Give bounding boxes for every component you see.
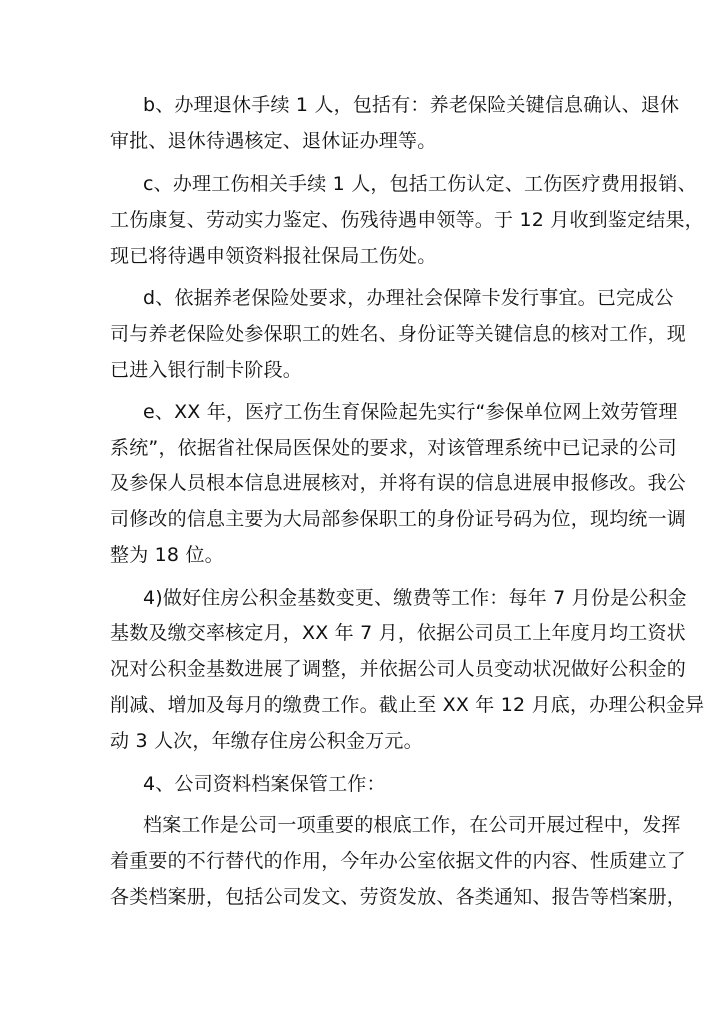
text-line: 削减、增加及每月的缴费工作。截止至 XX 年 12 月底，办理公积金异 [110, 694, 705, 716]
text-line: 动 3 人次，年缴存住房公积金万元。 [110, 730, 423, 752]
text-line: d、依据养老保险处要求，办理社会保障卡发行事宜。已完成公 [143, 287, 674, 309]
text-line: 已进入银行制卡阶段。 [110, 359, 303, 381]
text-line: 4)做好住房公积金基数变更、缴费等工作：每年 7 月份是公积金 [143, 587, 687, 609]
text-line: 工伤康复、劳动实力鉴定、伤残待遇申领等。于 12 月收到鉴定结果， [110, 209, 704, 231]
text-line: e、XX 年，医疗工伤生育保险起先实行“参保单位网上效劳管理 [143, 401, 678, 423]
text-line: 档案工作是公司一项重要的根底工作，在公司开展过程中，发挥 [143, 814, 681, 836]
text-line: c、办理工伤相关手续 1 人，包括工伤认定、工伤医疗费用报销、 [143, 173, 697, 195]
text-line: b、办理退休手续 1 人，包括有：养老保险关键信息确认、退休 [143, 94, 680, 116]
text-line: 基数及缴交率核定月，XX 年 7 月，依据公司员工上年度月均工资状 [110, 622, 686, 644]
text-line: 司修改的信息主要为大局部参保职工的身份证号码为位，现均统一调 [110, 508, 687, 530]
text-line: 各类档案册，包括公司发文、劳资发放、各类通知、报告等档案册， [110, 886, 687, 908]
section-heading: 4、公司资料档案保管工作： [143, 773, 386, 795]
text-line: 着重要的不行替代的作用，今年办公室依据文件的内容、性质建立了 [110, 850, 687, 872]
text-line: 整为 18 位。 [110, 544, 224, 566]
text-line: 系统”，依据省社保局医保处的要求，对该管理系统中已记录的公司 [110, 437, 677, 459]
text-line: 审批、退休待遇核定、退休证办理等。 [110, 130, 437, 152]
text-line: 及参保人员根本信息进展核对，并将有误的信息进展申报修改。我公 [110, 472, 687, 494]
text-line: 司与养老保险处参保职工的姓名、身份证等关键信息的核对工作，现 [110, 323, 687, 345]
text-line: 现已将待遇申领资料报社保局工伤处。 [110, 245, 437, 267]
text-line: 况对公积金基数进展了调整，并依据公司人员变动状况做好公积金的 [110, 658, 687, 680]
